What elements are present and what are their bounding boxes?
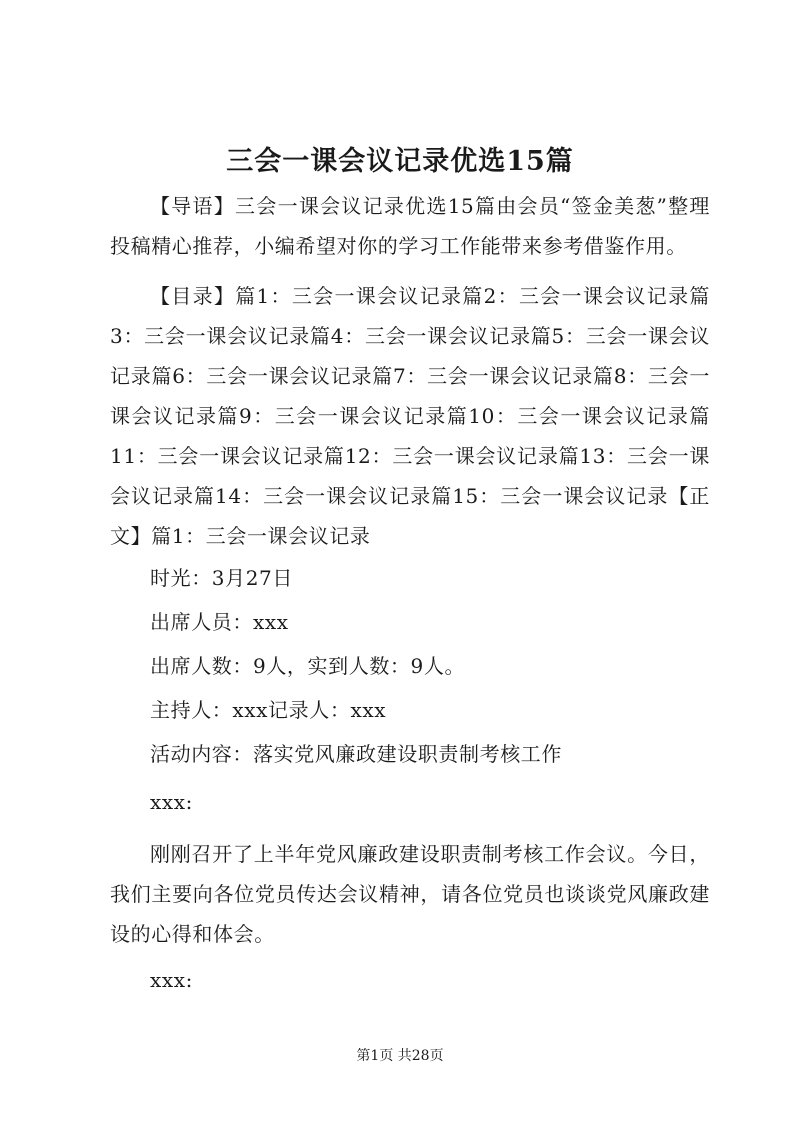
host-recorder-line: 主持人：xxx记录人：xxx [150, 698, 387, 722]
document-title: 三会一课会议记录优选15篇 [226, 146, 574, 177]
activity-content-line: 活动内容：落实党风廉政建设职责制考核工作 [150, 742, 562, 766]
intro-paragraph: 【导语】三会一课会议记录优选15篇由会员“签金美葱”整理投稿精心推荐，小编希望对你的学习工作能带来参考借鉴作用。 [110, 194, 710, 258]
page-footer [0, 1046, 800, 1066]
speaker-label: xxx: [150, 790, 193, 814]
attendance-count-line: 出席人数：9人，实到人数：9人。 [150, 654, 466, 678]
speech-paragraph: 刚刚召开了上半年党风廉政建设职责制考核工作会议。今日，我们主要向各位党员传达会议精神，请各位党员也谈谈党风廉政建设的心得和体会。 [110, 842, 710, 946]
attendees-line: 出席人员：xxx [150, 610, 289, 634]
toc-paragraph: 【目录】篇1：三会一课会议记录篇2：三会一课会议记录篇3：三会一课会议记录篇4：三会一课会议记录篇5：三会一课会议记录篇6：三会一课会议记录篇7：三会一课会议记录篇8：三会一课会议记录篇9：三会一课会议记录篇10：三会一课会议记录篇11：三会一课会议记录篇12：三会一课会议记录篇13：三会一课会议记录篇14：三会一课会议记录篇15：三会一课会议记录【正文】篇1：三会一课会议记录 [110, 284, 710, 548]
speaker-label: xxx: [150, 968, 193, 992]
document-body [110, 186, 710, 1002]
time-line: 时光：3月27日 [150, 566, 293, 590]
page-number: 第1页 共28页 [356, 1048, 444, 1064]
